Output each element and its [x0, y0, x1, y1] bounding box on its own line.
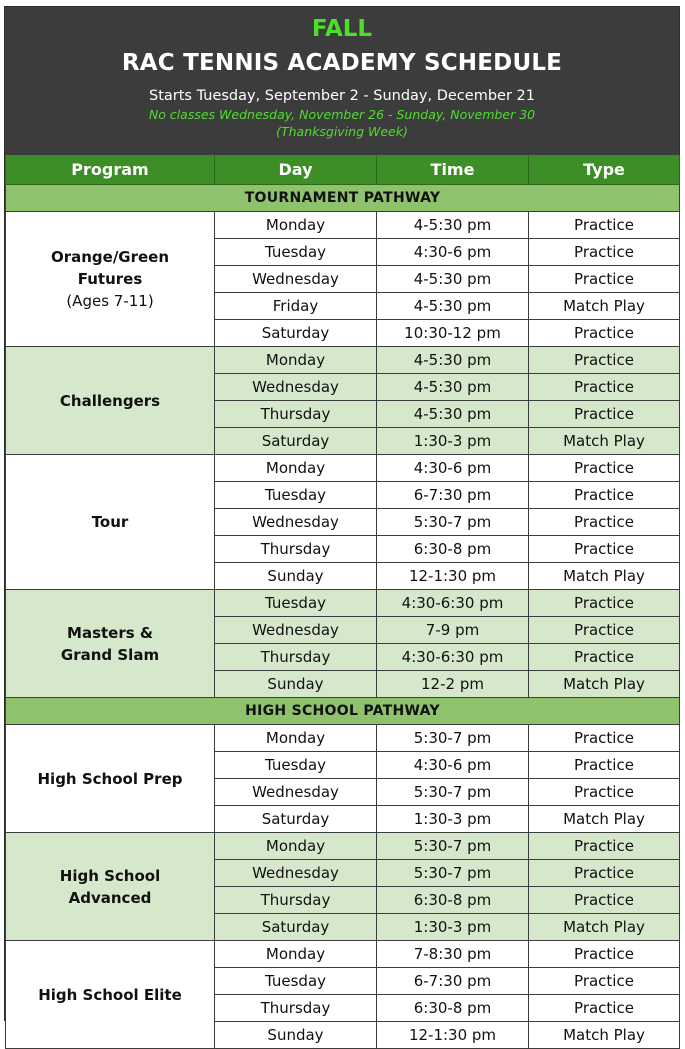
type-cell: Practice: [529, 941, 680, 968]
type-cell: Practice: [529, 482, 680, 509]
program-name-line: Challengers: [59, 391, 161, 410]
type-cell: Practice: [529, 590, 680, 617]
time-cell: 5:30-7 pm: [377, 779, 529, 806]
day-cell: Wednesday: [215, 374, 377, 401]
day-cell: Monday: [215, 725, 377, 752]
day-cell: Tuesday: [215, 482, 377, 509]
table-row: [6, 833, 680, 860]
column-header-time: Time: [377, 155, 529, 185]
time-cell: 12-2 pm: [377, 671, 529, 698]
type-cell: Practice: [529, 752, 680, 779]
program-name-line: Grand Slam: [60, 645, 160, 664]
type-cell: Practice: [529, 401, 680, 428]
day-cell: Thursday: [215, 887, 377, 914]
program-name-cell: [6, 347, 215, 455]
day-cell: Saturday: [215, 914, 377, 941]
day-cell: Thursday: [215, 644, 377, 671]
program-name-line: Advanced: [68, 888, 152, 907]
section-header-row: [6, 698, 680, 725]
day-cell: Tuesday: [215, 590, 377, 617]
schedule-body: [6, 185, 680, 1049]
table-row: [6, 590, 680, 617]
day-cell: Saturday: [215, 428, 377, 455]
day-cell: Sunday: [215, 563, 377, 590]
program-name-line: High School Elite: [38, 985, 182, 1004]
day-cell: Monday: [215, 941, 377, 968]
day-cell: Thursday: [215, 536, 377, 563]
season-label: FALL: [311, 16, 373, 42]
type-cell: Practice: [529, 725, 680, 752]
time-cell: 5:30-7 pm: [377, 725, 529, 752]
type-cell: Match Play: [529, 563, 680, 590]
type-cell: Practice: [529, 212, 680, 239]
day-cell: Monday: [215, 455, 377, 482]
time-cell: 6:30-8 pm: [377, 995, 529, 1022]
day-cell: Wednesday: [215, 860, 377, 887]
time-cell: 10:30-12 pm: [377, 320, 529, 347]
day-cell: Saturday: [215, 320, 377, 347]
table-row: [6, 212, 680, 239]
column-header-type: Type: [529, 155, 680, 185]
column-header-program: Program: [6, 155, 215, 185]
table-row: [6, 455, 680, 482]
day-cell: Tuesday: [215, 968, 377, 995]
type-cell: Practice: [529, 536, 680, 563]
day-cell: Monday: [215, 347, 377, 374]
type-cell: Practice: [529, 509, 680, 536]
time-cell: 6:30-8 pm: [377, 536, 529, 563]
holiday-note: (Thanksgiving Week): [276, 124, 408, 139]
program-name-line: Orange/Green: [50, 248, 170, 266]
type-cell: Practice: [529, 455, 680, 482]
day-cell: Thursday: [215, 995, 377, 1022]
time-cell: 5:30-7 pm: [377, 833, 529, 860]
day-cell: Thursday: [215, 401, 377, 428]
time-cell: 5:30-7 pm: [377, 509, 529, 536]
day-cell: Tuesday: [215, 239, 377, 266]
schedule-frame: [4, 6, 680, 1044]
type-cell: Practice: [529, 617, 680, 644]
type-cell: Practice: [529, 860, 680, 887]
type-cell: Practice: [529, 779, 680, 806]
time-cell: 4:30-6 pm: [377, 752, 529, 779]
day-cell: Wednesday: [215, 509, 377, 536]
column-header-day: Day: [215, 155, 377, 185]
type-cell: Practice: [529, 239, 680, 266]
section-header-row: [6, 185, 680, 212]
day-cell: Wednesday: [215, 266, 377, 293]
day-cell: Sunday: [215, 671, 377, 698]
table-row: [6, 347, 680, 374]
no-classes-note: No classes Wednesday, November 26 - Sunday, November 30: [148, 107, 536, 122]
program-name-line: High School Prep: [37, 769, 183, 788]
time-cell: 1:30-3 pm: [377, 806, 529, 833]
program-name-cell: [6, 455, 215, 590]
type-cell: Practice: [529, 995, 680, 1022]
schedule-title: RAC TENNIS ACADEMY SCHEDULE: [121, 50, 563, 76]
time-cell: 4-5:30 pm: [377, 266, 529, 293]
schedule-table: [5, 155, 680, 1049]
time-cell: 5:30-7 pm: [377, 860, 529, 887]
type-cell: Match Play: [529, 428, 680, 455]
time-cell: 7-9 pm: [377, 617, 529, 644]
time-cell: 4:30-6:30 pm: [377, 644, 529, 671]
type-cell: Practice: [529, 266, 680, 293]
section-title: HIGH SCHOOL PATHWAY: [6, 698, 680, 725]
time-cell: 4-5:30 pm: [377, 374, 529, 401]
program-name-cell: [6, 212, 215, 347]
time-cell: 6:30-8 pm: [377, 887, 529, 914]
time-cell: 4-5:30 pm: [377, 212, 529, 239]
time-cell: 12-1:30 pm: [377, 563, 529, 590]
type-cell: Practice: [529, 833, 680, 860]
day-cell: Friday: [215, 293, 377, 320]
type-cell: Match Play: [529, 1022, 680, 1049]
schedule-header: [5, 7, 679, 155]
time-cell: 6-7:30 pm: [377, 482, 529, 509]
program-name-cell: [6, 725, 215, 833]
day-cell: Saturday: [215, 806, 377, 833]
time-cell: 4:30-6 pm: [377, 455, 529, 482]
day-cell: Monday: [215, 212, 377, 239]
type-cell: Practice: [529, 887, 680, 914]
program-name-line: Masters &: [67, 623, 153, 642]
column-header-row: [6, 155, 680, 185]
time-cell: 4-5:30 pm: [377, 401, 529, 428]
type-cell: Match Play: [529, 914, 680, 941]
day-cell: Sunday: [215, 1022, 377, 1049]
table-row: [6, 941, 680, 968]
day-cell: Wednesday: [215, 779, 377, 806]
program-name-cell: [6, 590, 215, 698]
time-cell: 1:30-3 pm: [377, 428, 529, 455]
day-cell: Tuesday: [215, 752, 377, 779]
day-cell: Monday: [215, 833, 377, 860]
program-name-cell: [6, 833, 215, 941]
program-name-cell: [6, 941, 215, 1049]
type-cell: Practice: [529, 320, 680, 347]
program-name-line: Futures: [77, 270, 143, 288]
type-cell: Practice: [529, 644, 680, 671]
time-cell: 12-1:30 pm: [377, 1022, 529, 1049]
time-cell: 4-5:30 pm: [377, 347, 529, 374]
time-cell: 7-8:30 pm: [377, 941, 529, 968]
season-dates: Starts Tuesday, September 2 - Sunday, December 21: [149, 88, 535, 104]
time-cell: 4:30-6:30 pm: [377, 590, 529, 617]
time-cell: 6-7:30 pm: [377, 968, 529, 995]
program-name-line: High School: [59, 866, 161, 885]
type-cell: Practice: [529, 968, 680, 995]
program-name-line: Tour: [91, 513, 129, 531]
time-cell: 4:30-6 pm: [377, 239, 529, 266]
type-cell: Match Play: [529, 293, 680, 320]
type-cell: Match Play: [529, 671, 680, 698]
type-cell: Practice: [529, 347, 680, 374]
type-cell: Practice: [529, 374, 680, 401]
program-age-range: (Ages 7-11): [66, 292, 154, 310]
type-cell: Match Play: [529, 806, 680, 833]
time-cell: 4-5:30 pm: [377, 293, 529, 320]
day-cell: Wednesday: [215, 617, 377, 644]
table-row: [6, 725, 680, 752]
time-cell: 1:30-3 pm: [377, 914, 529, 941]
section-title: TOURNAMENT PATHWAY: [6, 185, 680, 212]
